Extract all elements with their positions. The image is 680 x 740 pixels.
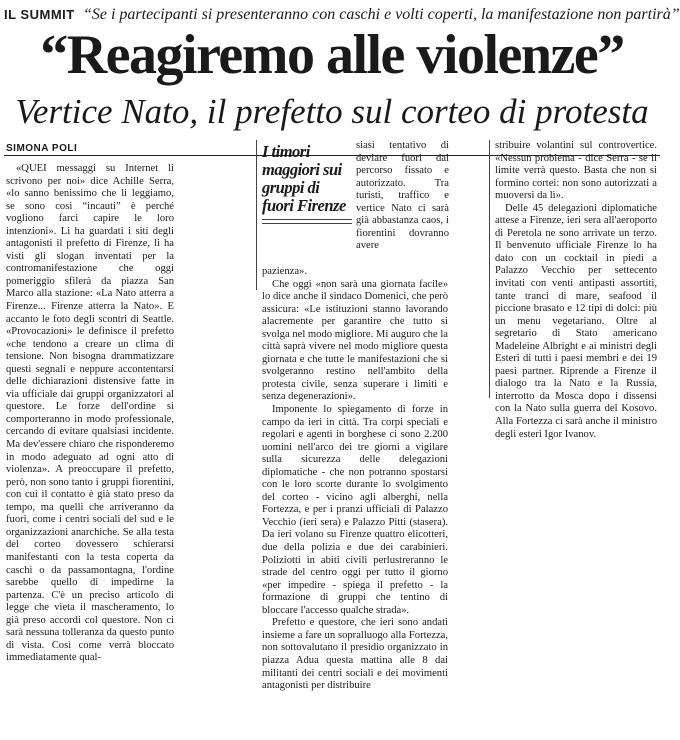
paragraph: «QUEI messaggi su Internet li scrivono per noi» dice Achille Serra, «lo sanno benissimo che li leggiamo, se sono così “incauti” è perché vogliono farci capire le loro intenzioni». Li ha guardati i siti degli antagonisti il prefetto di Firenze, li ha visti gli slogan inventati per la contromanifestazione che oggi pomeriggio sfilerà da piazza San Marco alla stazione: «La Nato atterra a Firenze... Firenze atterra la Nato». E accanto le foto degli scontri di Seattle. «Provocazioni» le definisce il prefetto «che tendono a creare un clima di tensione. Non bisogna drammatizzare questi segnali e neppure accontentarsi delle dichiarazioni distensive fatte in via ufficiale dai gruppi organizzatori al questore. Le forze dell'ordine si comporteranno in modo professionale, cercando di evitare qualsiasi incidente. Ma dev'essere chiaro che risponderemo in modo adeguato ad ogni atto di violenza». A preoccupare il prefetto, però, non sono tanto i gruppi fiorentini, con cui il contatto è già stato preso da tempo, ma quelli che arriveranno da fuori, come i centri sociali del sud e le organizzazioni anarchiche. Se alla testa del corteo dovessero schierarsi manifestanti con la testa coperta da caschi o da passamontagna, l'ordine sarebbe quello di impedirne la partenza. C'è un preciso articolo di legge che vieta il mascheramento, lo già preso accordi col questore. Non ci sarà nessuna tolleranza da questo punto di vista. Così come verrà bloccato immediatamente qual- — [6, 163, 174, 664]
article-column-1 — [6, 163, 174, 675]
paragraph: Prefetto e questore, che ieri sono andati insieme a fare un sopralluogo alla Fortezza, non sottovalutano il presidio organizzato in piazza Adua questa mattina alle 8 dai militanti dei centri sociali e dei movimenti antagonisti per distribuire — [262, 617, 448, 692]
subheadline: Vertice Nato, il prefetto sul corteo di protesta — [15, 92, 649, 131]
headline: “Reagiremo alle violenze” — [40, 24, 624, 86]
sidebar-rule — [262, 219, 352, 224]
section-tag: IL SUMMIT — [4, 7, 75, 22]
sidebar-box — [262, 143, 352, 261]
column-divider — [256, 140, 257, 290]
paragraph: pazienza». — [262, 266, 307, 277]
byline: SIMONA POLI — [6, 143, 78, 154]
paragraph: Che oggi «non sarà una giornata facile» lo dice anche il sindaco Domenici, che però assicura: «Le istituzioni stanno lavorando alacremente per garantire che tutto si svolga nel modo migliore. Mi auguro che la città saprà vivere nel modo migliore questa giornata e che tutte le manifestazioni che si svolgeranno restino nell'ambito della protesta civile, senza superare i limiti e senza degenerazioni». — [262, 278, 448, 403]
paragraph: Imponente lo spiegamento di forze in campo da ieri in città. Tra corpi speciali e regolari e agenti in borghese ci sono 2.200 uomini nell'arco dei tre giorni a vigilare sulla sicurezza delle delegazioni diplomatiche - che non potranno spostarsi con le loro scorte durante lo svolgimento del corteo - vicino agli alberghi, nella Fortezza, e per i pranzi ufficiali di Palazzo Vecchio (ieri sera) e Palazzo Pitti (stasera). Da ieri volano su Firenze quattro elicotteri, due della polizia e due dei carabinieri. Poliziotti in abiti civili perlustreranno le strade del centro oggi per tutto il giorno «per impedire - spiega il prefetto - la formazione di gruppi che tentino di bloccare l'accesso qualche strada». — [262, 404, 448, 616]
sidebar-title: I timori maggiori sui gruppi di fuori Firenze — [262, 142, 346, 215]
column-divider — [489, 140, 490, 398]
paragraph: Delle 45 delegazioni diplomatiche attese a Firenze, ieri sera all'aeroporto di Peretola ne sono arrivate un terzo. Il benvenuto ufficiale Firenze lo ha dato con un cocktail in piedi a Palazzo Vecchio per settecento invitati con venti antipasti assortiti, tante tranci di mare, seafood il piccione brasato e 12 tipi di dolci: più un menu vegetariano. Oltre al segretario di Stato americano Madeleine Albright e ai ministri degli Esteri di tutti i paesi membri e dei 19 paesi partner. Riprende a Firenze il dialogo tra la Nato e la Russia, interrotto da Mosca dopo i dissensi con la Nato sulla guerra del Kosovo. Alla Fortezza ci sarà anche il ministro degli esteri Igor Ivanov. — [495, 202, 657, 440]
kicker-quote: “Se i partecipanti si presenteranno con caschi e volti coperti, la manifestazione non partirà” — [82, 6, 680, 23]
paragraph: stribuire volantini sul controvertice. «Nessun problema - dice Serra - se il limite verrà questo. Basta che non si formino cortei: non sono autorizzati a muoversi da lì». — [495, 140, 657, 202]
article-column-2-top: siasi tentativo di deviare fuori dal percorso fissato e autorizzato. Tra turisti, traffico e vertice Nato ci sarà già abbastanza caos, i fiorentini dovranno avere — [356, 140, 449, 252]
article-column-2 — [262, 266, 448, 736]
article-column-3 — [495, 140, 657, 440]
